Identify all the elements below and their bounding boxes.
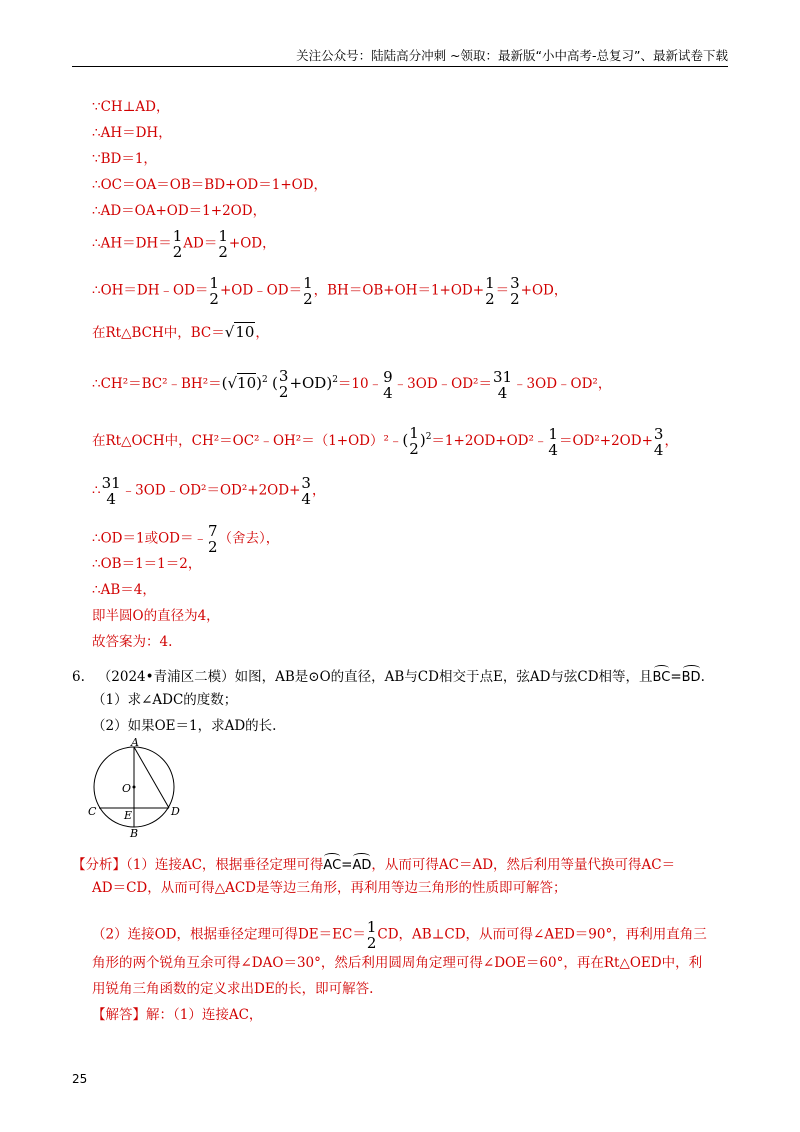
- arc-ac: AC: [323, 853, 341, 875]
- line-5: ∴AD＝OA+OD＝1+2OD，: [92, 203, 267, 219]
- fraction-nine-fourths: 9 4: [383, 367, 393, 402]
- fraction-three-halves: 3 2: [510, 274, 520, 308]
- page-number: 25: [72, 1072, 88, 1086]
- arc-ad: AD: [352, 853, 371, 875]
- label-a: A: [131, 738, 139, 749]
- fraction-31-fourths: 31 4: [101, 474, 121, 508]
- question-6: 6. （2024•青浦区二模）如图，AB是⊙O的直径，AB与CD相交于点E，弦AD与弦CD相等，且BC=BD.: [72, 665, 705, 687]
- header-text: 关注公众号：陆陆高分冲刺 ~领取：最新版“小中高考-总复习”、最新试卷下载: [296, 48, 728, 63]
- analysis-line-5: 用锐角三角函数的定义求出DE的长，即可解答.: [92, 981, 374, 997]
- fraction-three-fourths: 3 4: [301, 474, 311, 508]
- line-9: $\therefore CH^2=BC^2﹣BH^2=(√10)^2$ ( 3 2 +OD)$^2$＝10﹣ 9 4 ﹣3OD﹣OD²＝ 31 4 ﹣3OD﹣OD²，: [92, 367, 612, 402]
- label-b: B: [130, 827, 139, 838]
- answer-line-1: 【解答】解：（1）连接AC，: [92, 1007, 263, 1023]
- line-4: ∴OC＝OA＝OB＝BD+OD＝1+OD，: [92, 177, 328, 193]
- line-10: 在Rt△OCH中，CH²＝OC²﹣OH²＝（1+OD）²﹣( 1 2 )$^2$＝1+2OD+OD²﹣ 1 4 ＝OD²+2OD+ 3 4 ，: [92, 424, 678, 459]
- arc-bd: BD: [682, 665, 701, 687]
- fraction-half: 1 2: [218, 227, 228, 261]
- fraction-three-fourths: 3 4: [653, 424, 664, 459]
- fraction-seven-halves: 7 2: [207, 522, 218, 556]
- label-c: C: [88, 805, 97, 818]
- line-12: ∴OD＝1或OD＝﹣ 7 2 （舍去），: [92, 522, 280, 556]
- fraction-half: 1 2: [172, 227, 183, 261]
- fraction-half: 1 2: [366, 918, 377, 952]
- fraction-one-fourth: 1 4: [548, 424, 558, 459]
- line-6: ∴AH＝DH＝ 1 2 AD＝ 1 2 +OD，: [92, 227, 276, 261]
- line-13: ∴OB＝1＝1＝2，: [92, 556, 202, 572]
- line-11: ∴ 31 4 ﹣3OD﹣OD²＝OD²+2OD+ 3 4 ，: [92, 474, 326, 508]
- fraction-half: 1 2: [303, 274, 313, 308]
- fraction-31-fourths: 31 4: [492, 367, 513, 402]
- label-e: E: [124, 809, 133, 822]
- analysis-line-4: 角形的两个锐角互余可得∠DAO＝30°，然后利用圆周角定理可得∠DOE＝60°，再在Rt△OED中，利: [92, 955, 703, 971]
- label-o: O: [122, 782, 132, 795]
- fraction-half: 1 2: [209, 274, 219, 308]
- line-14: ∴AB＝4，: [92, 582, 156, 598]
- line-16: 故答案为：4.: [92, 634, 173, 650]
- analysis-line-3: （2）连接OD，根据垂径定理可得DE＝EC＝ 1 2 CD，AB⊥CD，从而可得∠AED＝90°，再利用直角三: [92, 918, 707, 952]
- question-part-2: （2）如果OE＝1，求AD的长.: [92, 718, 277, 734]
- three-halves-plus-od-squared: ( 3 2 +OD)$^2$: [272, 367, 338, 401]
- circle-figure: [82, 738, 192, 838]
- arc-bc: BC: [653, 665, 671, 687]
- line-8: 在Rt△BCH中，BC＝√10，: [92, 323, 269, 341]
- line-3: ∵BD＝1，: [92, 151, 157, 167]
- question-part-1: （1）求∠ADC的度数；: [92, 692, 238, 708]
- line-7: ∴OH＝DH﹣OD＝ 1 2 +OD﹣OD＝ 1 2 ，BH＝OB+OH＝1+OD+ 1 2 ＝ 3 2 +OD，: [92, 274, 568, 308]
- analysis-line-1: 【分析】（1）连接AC，根据垂径定理可得AC=AD，从而可得AC＝AD，然后利用等量代换可得AC＝: [72, 853, 675, 875]
- page-header: [72, 44, 728, 67]
- label-d: D: [171, 805, 180, 818]
- fraction-half: 1 2: [485, 274, 495, 308]
- sqrt-symbol: √10: [224, 323, 255, 341]
- line-15: 即半圆O的直径为4，: [92, 608, 220, 624]
- line-1: ∵CH⊥AD，: [92, 99, 170, 115]
- line-2: ∴AH＝DH，: [92, 125, 172, 141]
- sqrt10-squared: $(√10)^2$: [221, 374, 268, 392]
- half-squared: ( 1 2 )$^2$: [402, 424, 432, 458]
- analysis-line-2: AD＝CD，从而可得△ACD是等边三角形，再利用等边三角形的性质即可解答；: [92, 880, 567, 896]
